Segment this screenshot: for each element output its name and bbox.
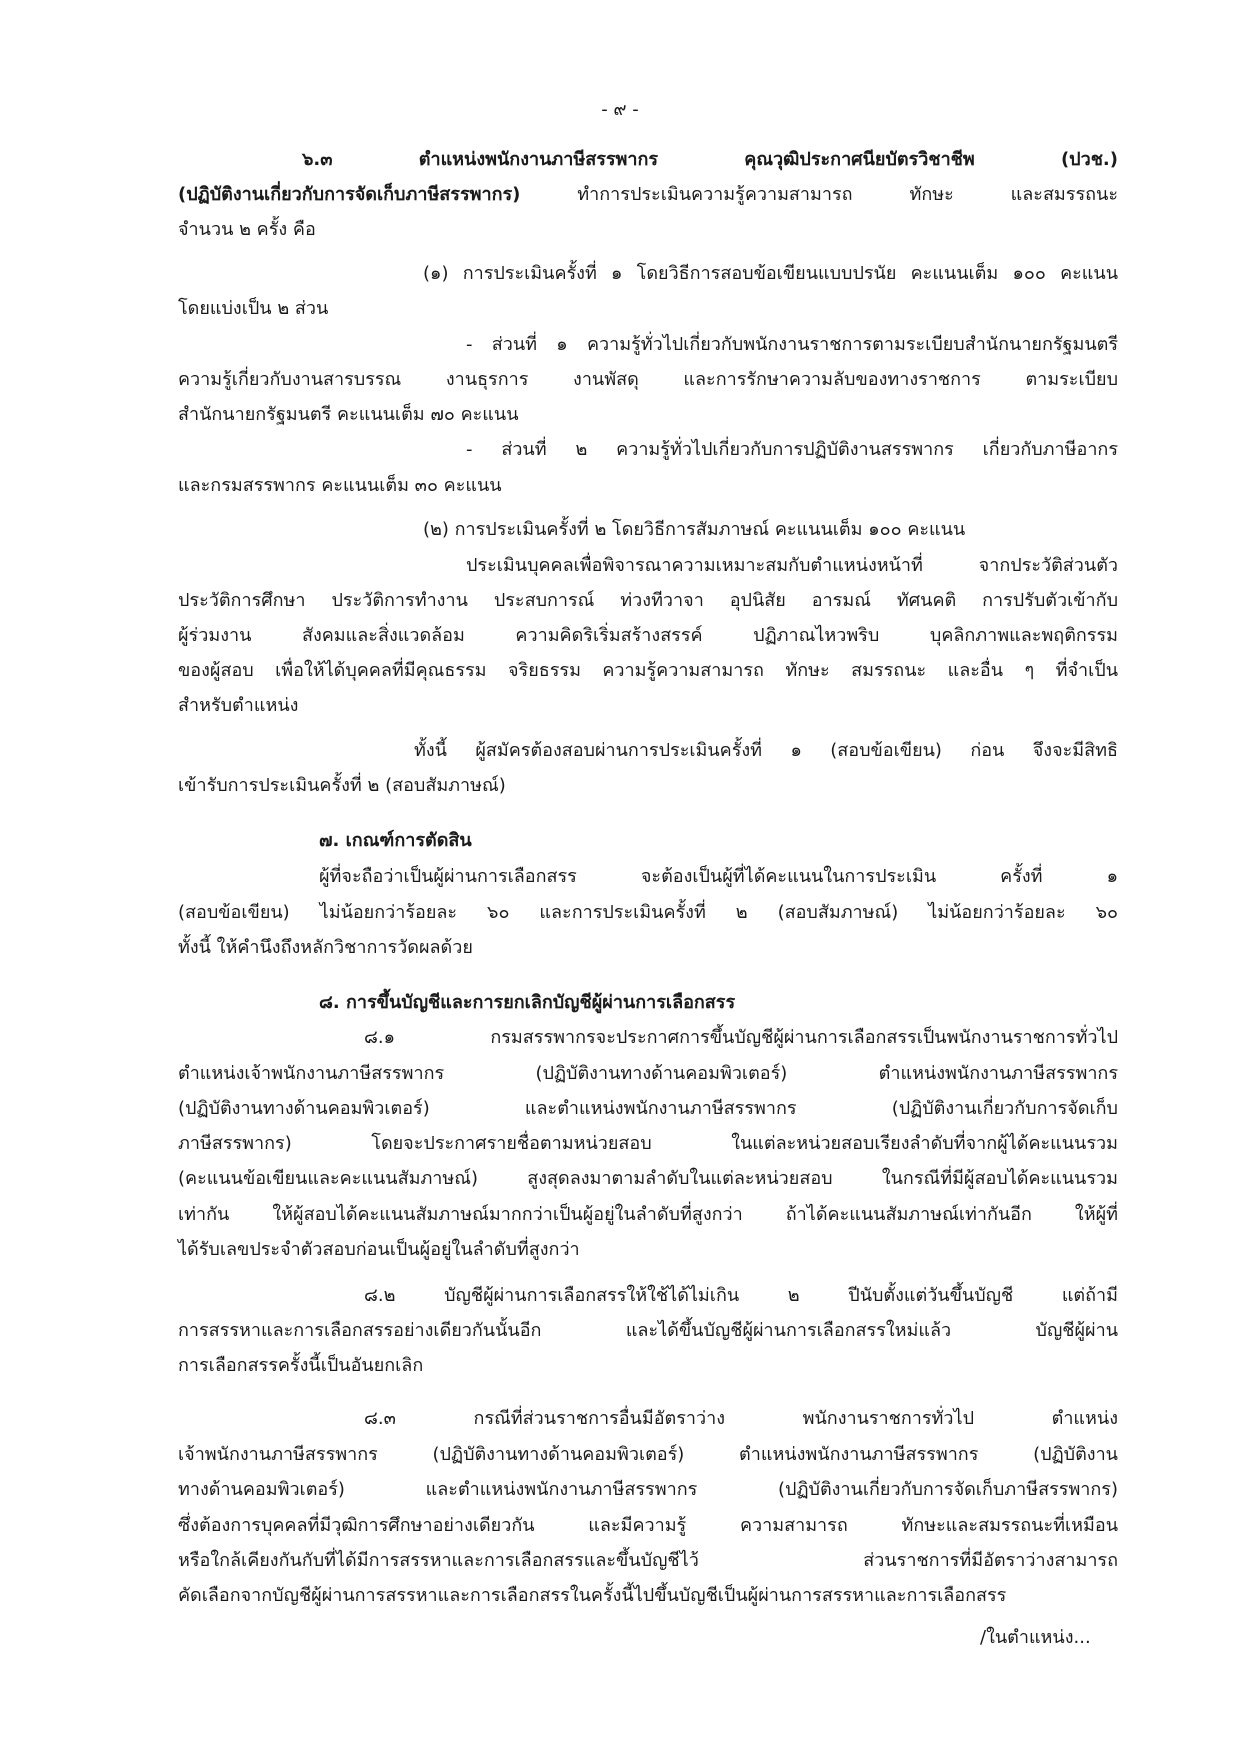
section-8-heading: ๘. การขึ้นบัญชีและการยกเลิกบัญชีผู้ผ่านการเลือกสรร bbox=[319, 992, 736, 1013]
paragraph-line bbox=[178, 182, 1118, 208]
paragraph-line: (คะแนนข้อเขียนและคะแนนสัมภาษณ์) สูงสุดลงมาตามลำดับในแต่ละหน่วยสอบ ในกรณีที่มีผู้สอบได้คะแนนรวม bbox=[178, 1168, 1118, 1189]
paragraph-line: สำหรับตำแหน่ง bbox=[178, 695, 299, 716]
paragraph-line: ภาษีสรรพากร) โดยจะประกาศรายชื่อตามหน่วยสอบ ในแต่ละหน่วยสอบเรียงลำดับที่จากผู้ได้คะแนนรวม bbox=[178, 1133, 1118, 1154]
section-6-3-heading-cont: (ปฏิบัติงานเกี่ยวกับการจัดเก็บภาษีสรรพากร) bbox=[178, 184, 521, 205]
item-2-line: (๒) การประเมินครั้งที่ ๒ โดยวิธีการสัมภาษณ์ คะแนนเต็ม ๑๐๐ คะแนน bbox=[423, 519, 966, 540]
paragraph-line: โดยแบ่งเป็น ๒ ส่วน bbox=[178, 298, 329, 319]
paragraph-line: ซึ่งต้องการบุคคลที่มีวุฒิการศึกษาอย่างเดียวกัน และมีความรู้ ความสามารถ ทักษะและสมรรถนะที่เหมือน bbox=[178, 1515, 1118, 1536]
page-number: - ๙ - bbox=[601, 99, 639, 120]
paragraph-line: (สอบข้อเขียน) ไม่น้อยกว่าร้อยละ ๖๐ และการประเมินครั้งที่ ๒ (สอบสัมภาษณ์) ไม่น้อยกว่าร้อยละ ๖๐ bbox=[178, 902, 1118, 923]
paragraph-line: ผู้ร่วมงาน สังคมและสิ่งแวดล้อม ความคิดริเริ่มสร้างสรรค์ ปฏิภาณไหวพริบ บุคลิกภาพและพฤติกรรม bbox=[178, 625, 1118, 646]
paragraph-line: ของผู้สอบ เพื่อให้ได้บุคคลที่มีคุณธรรม จริยธรรม ความรู้ความสามารถ ทักษะ สมรรถนะ และอื่น ๆ ที่จำเป็น bbox=[178, 660, 1118, 681]
continuation-note: /ในตำแหน่ง... bbox=[980, 1627, 1091, 1648]
section-7-heading: ๗. เกณฑ์การตัดสิน bbox=[319, 830, 472, 851]
part-1-line: - ส่วนที่ ๑ ความรู้ทั่วไปเกี่ยวกับพนักงานราชการตามระเบียบสำนักนายกรัฐมนตรี bbox=[466, 334, 1118, 355]
paragraph-line: ผู้ที่จะถือว่าเป็นผู้ผ่านการเลือกสรร จะต้องเป็นผู้ที่ได้คะแนนในการประเมิน ครั้งที่ ๑ bbox=[319, 866, 1118, 887]
section-8-2-line: ๘.๒ บัญชีผู้ผ่านการเลือกสรรให้ใช้ได้ไม่เกิน ๒ ปีนับตั้งแต่วันขึ้นบัญชี แต่ถ้ามี bbox=[364, 1285, 1118, 1306]
paragraph-line: ประเมินบุคคลเพื่อพิจารณาความเหมาะสมกับตำแหน่งหน้าที่ จากประวัติส่วนตัว bbox=[466, 555, 1118, 576]
paragraph-line: เท่ากัน ให้ผู้สอบได้คะแนนสัมภาษณ์มากกว่าเป็นผู้อยู่ในลำดับที่สูงกว่า ถ้าได้คะแนนสัมภาษณ์เท่ากันอีก ให้ผู้ที่ bbox=[178, 1204, 1118, 1225]
paragraph-line: (ปฏิบัติงานทางด้านคอมพิวเตอร์) และตำแหน่งพนักงานภาษีสรรพากร (ปฏิบัติงานเกี่ยวกับการจัดเก็บ bbox=[178, 1098, 1118, 1119]
section-8-1-line: ๘.๑ กรมสรรพากรจะประกาศการขึ้นบัญชีผู้ผ่านการเลือกสรรเป็นพนักงานราชการทั่วไป bbox=[364, 1027, 1118, 1048]
paragraph-line: ทั้งนี้ ผู้สมัครต้องสอบผ่านการประเมินครั้งที่ ๑ (สอบข้อเขียน) ก่อน จึงจะมีสิทธิ bbox=[414, 740, 1118, 761]
section-6-3-heading: ๖.๓ ตำแหน่งพนักงานภาษีสรรพากร คุณวุฒิประกาศนียบัตรวิชาชีพ (ปวช.) bbox=[302, 149, 1118, 170]
paragraph-line: ได้รับเลขประจำตัวสอบก่อนเป็นผู้อยู่ในลำดับที่สูงกว่า bbox=[178, 1239, 580, 1260]
paragraph-line: เจ้าพนักงานภาษีสรรพากร (ปฏิบัติงานทางด้านคอมพิวเตอร์) ตำแหน่งพนักงานภาษีสรรพากร (ปฏิบัติงาน bbox=[178, 1444, 1118, 1465]
paragraph-line: คัดเลือกจากบัญชีผู้ผ่านการสรรหาและการเลือกสรรในครั้งนี้ไปขึ้นบัญชีเป็นผู้ผ่านการสรรหาและการเลือกสรร bbox=[178, 1585, 1007, 1606]
paragraph-line: ประวัติการศึกษา ประวัติการทำงาน ประสบการณ์ ท่วงทีวาจา อุปนิสัย อารมณ์ ทัศนคติ การปรับตัวเข้ากับ bbox=[178, 590, 1118, 611]
paragraph-text: ทำการประเมินความรู้ความสามารถ ทักษะ และสมรรถนะ bbox=[520, 184, 1118, 205]
paragraph-line: หรือใกล้เคียงกันกับที่ได้มีการสรรหาและการเลือกสรรและขึ้นบัญชีไว้ ส่วนราชการที่มีอัตราว่างสามารถ bbox=[178, 1550, 1118, 1571]
paragraph-line: การเลือกสรรครั้งนี้เป็นอันยกเลิก bbox=[178, 1355, 424, 1376]
paragraph-line: เข้ารับการประเมินครั้งที่ ๒ (สอบสัมภาษณ์) bbox=[178, 775, 506, 796]
paragraph-line: ทางด้านคอมพิวเตอร์) และตำแหน่งพนักงานภาษีสรรพากร (ปฏิบัติงานเกี่ยวกับการจัดเก็บภาษีสรรพากร) bbox=[178, 1479, 1118, 1500]
paragraph-line: จำนวน ๒ ครั้ง คือ bbox=[178, 219, 316, 240]
paragraph-line: ทั้งนี้ ให้คำนึงถึงหลักวิชาการวัดผลด้วย bbox=[178, 937, 473, 958]
item-1-line: (๑) การประเมินครั้งที่ ๑ โดยวิธีการสอบข้อเขียนแบบปรนัย คะแนนเต็ม ๑๐๐ คะแนน bbox=[423, 263, 1118, 284]
section-8-3-line: ๘.๓ กรณีที่ส่วนราชการอื่นมีอัตราว่าง พนักงานราชการทั่วไป ตำแหน่ง bbox=[364, 1408, 1118, 1429]
paragraph-line: การสรรหาและการเลือกสรรอย่างเดียวกันนั้นอีก และได้ขึ้นบัญชีผู้ผ่านการเลือกสรรใหม่แล้ว บัญชีผู้ผ่าน bbox=[178, 1320, 1118, 1341]
paragraph-line: สำนักนายกรัฐมนตรี คะแนนเต็ม ๗๐ คะแนน bbox=[178, 404, 519, 425]
paragraph-line: และกรมสรรพากร คะแนนเต็ม ๓๐ คะแนน bbox=[178, 475, 502, 496]
paragraph-line: ความรู้เกี่ยวกับงานสารบรรณ งานธุรการ งานพัสดุ และการรักษาความลับของทางราชการ ตามระเบียบ bbox=[178, 369, 1118, 390]
part-2-line: - ส่วนที่ ๒ ความรู้ทั่วไปเกี่ยวกับการปฏิบัติงานสรรพากร เกี่ยวกับภาษีอากร bbox=[466, 439, 1118, 460]
paragraph-line: ตำแหน่งเจ้าพนักงานภาษีสรรพากร (ปฏิบัติงานทางด้านคอมพิวเตอร์) ตำแหน่งพนักงานภาษีสรรพากร bbox=[178, 1063, 1118, 1084]
